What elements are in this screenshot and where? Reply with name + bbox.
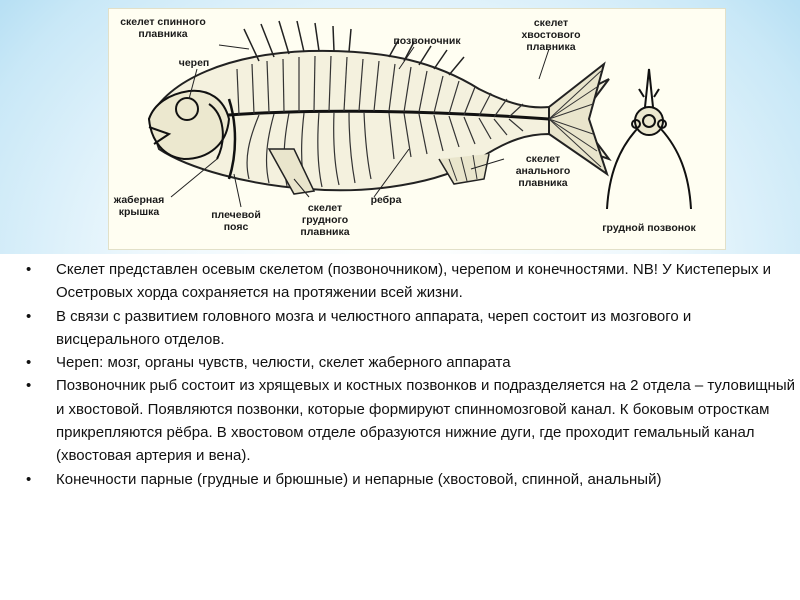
label-thoracic-vertebra: грудной позвонок (602, 222, 696, 234)
bullet-item: • Позвоночник рыб состоит из хрящевых и костных позвонков и подразделяется на 2 отдела – туловищный и хвостовой. Появляются позвонки, которые формируют спинномозговой канал. К боковым отросткам прикрепляются рёбра. В хвостовом отделе образуются нижние дуги, где проходит гемальный канал (хвостовая артерия и вена). (26, 374, 796, 467)
label-anal-fin: скелет анального плавника (515, 153, 571, 189)
bullet-item: • Конечности парные (грудные и брюшные) и непарные (хвостовой, спинной, анальный) (26, 468, 796, 491)
label-pectoral-fin: скелет грудного плавника (300, 202, 350, 238)
bullet-list (26, 258, 796, 491)
label-caudal-fin: скелет хвостового плавника (521, 17, 581, 53)
label-ribs: ребра (370, 194, 402, 206)
label-skull: череп (178, 57, 210, 69)
bullet-item: • Скелет представлен осевым скелетом (позвоночником), черепом и конечностями. NB! У Кистеперых и Осетровых хорда сохраняется на протяжении всей жизни. (26, 258, 796, 305)
fish-skeleton-figure (108, 8, 726, 250)
label-spine: позвоночник (393, 35, 461, 47)
label-gill-cover: жаберная крышка (113, 194, 165, 218)
label-shoulder-girdle: плечевой пояс (211, 209, 261, 233)
label-dorsal-fin: скелет спинного плавника (120, 16, 206, 40)
bullet-item: • Череп: мозг, органы чувств, челюсти, скелет жаберного аппарата (26, 351, 796, 374)
bullet-item: • В связи с развитием головного мозга и челюстного аппарата, череп состоит из мозгового и висцерального отделов. (26, 305, 796, 352)
